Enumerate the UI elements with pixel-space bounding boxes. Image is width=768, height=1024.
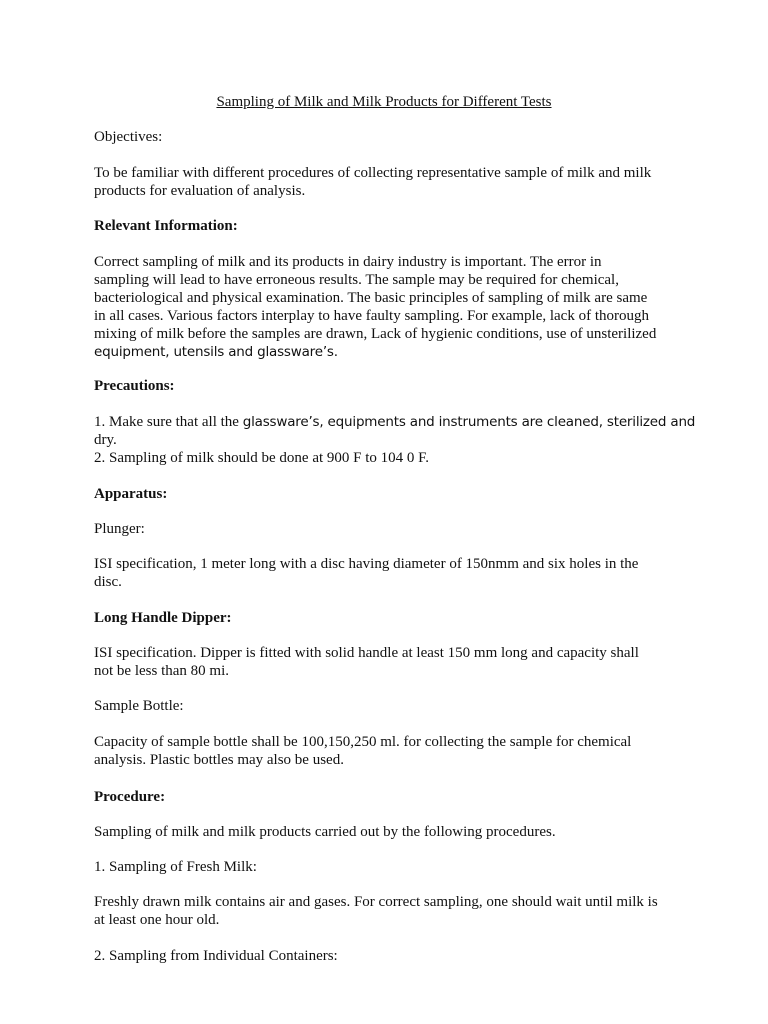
individual-containers-label: 2. Sampling from Individual Containers: <box>94 948 338 964</box>
dipper-paragraph <box>94 644 686 680</box>
dipper-line: not be less than 80 mi. <box>94 663 229 679</box>
objectives-paragraph <box>94 164 686 200</box>
apparatus-heading: Apparatus: <box>94 486 168 502</box>
precaution-1-rest: glassware’s, equipments and instruments are cleaned, sterilized and <box>242 414 696 430</box>
sample-bottle-paragraph <box>94 733 686 769</box>
fresh-milk-label: 1. Sampling of Fresh Milk: <box>94 859 257 875</box>
fresh-milk-paragraph <box>94 893 686 929</box>
precautions-heading: Precautions: <box>94 378 175 394</box>
relevant-line: in all cases. Various factors interplay to have faulty sampling. For example, lack of thorough <box>94 308 649 324</box>
fresh-milk-line: at least one hour old. <box>94 912 220 928</box>
relevant-line: mixing of milk before the samples are drawn, Lack of hygienic conditions, use of unsterilized <box>94 326 657 342</box>
plunger-line: disc. <box>94 574 122 590</box>
document-title: Sampling of Milk and Milk Products for Different Tests <box>216 94 552 110</box>
precaution-item-1 <box>94 413 696 431</box>
relevant-line: equipment, utensils and glassware’s. <box>94 344 338 360</box>
relevant-line: Correct sampling of milk and its products in dairy industry is important. The error in <box>94 254 602 270</box>
precaution-item-2: 2. Sampling of milk should be done at 900 F to 104 0 F. <box>94 450 430 466</box>
plunger-label: Plunger: <box>94 521 145 537</box>
bottle-line: analysis. Plastic bottles may also be used. <box>94 752 344 768</box>
procedure-heading: Procedure: <box>94 789 166 805</box>
dipper-line: ISI specification. Dipper is fitted with solid handle at least 150 mm long and capacity shall <box>94 645 639 661</box>
relevant-information-heading: Relevant Information: <box>94 218 238 234</box>
precautions-list <box>94 413 696 467</box>
precaution-1-start: 1. Make sure that all the <box>94 414 243 430</box>
precaution-item-1-end: dry. <box>94 432 117 448</box>
relevant-line: bacteriological and physical examination. The basic principles of sampling of milk are same <box>94 290 648 306</box>
objectives-line: To be familiar with different procedures of collecting representative sample of milk and milk <box>94 165 652 181</box>
relevant-information-paragraph <box>94 253 686 361</box>
plunger-paragraph <box>94 555 686 591</box>
fresh-milk-line: Freshly drawn milk contains air and gases. For correct sampling, one should wait until milk is <box>94 894 658 910</box>
plunger-line: ISI specification, 1 meter long with a disc having diameter of 150nmm and six holes in the <box>94 556 639 572</box>
procedure-intro: Sampling of milk and milk products carried out by the following procedures. <box>94 824 556 840</box>
objectives-line: products for evaluation of analysis. <box>94 183 306 199</box>
relevant-line: sampling will lead to have erroneous results. The sample may be required for chemical, <box>94 272 619 288</box>
objectives-heading: Objectives: <box>94 129 163 145</box>
long-handle-dipper-heading: Long Handle Dipper: <box>94 610 232 626</box>
bottle-line: Capacity of sample bottle shall be 100,150,250 ml. for collecting the sample for chemical <box>94 734 632 750</box>
sample-bottle-label: Sample Bottle: <box>94 698 184 714</box>
